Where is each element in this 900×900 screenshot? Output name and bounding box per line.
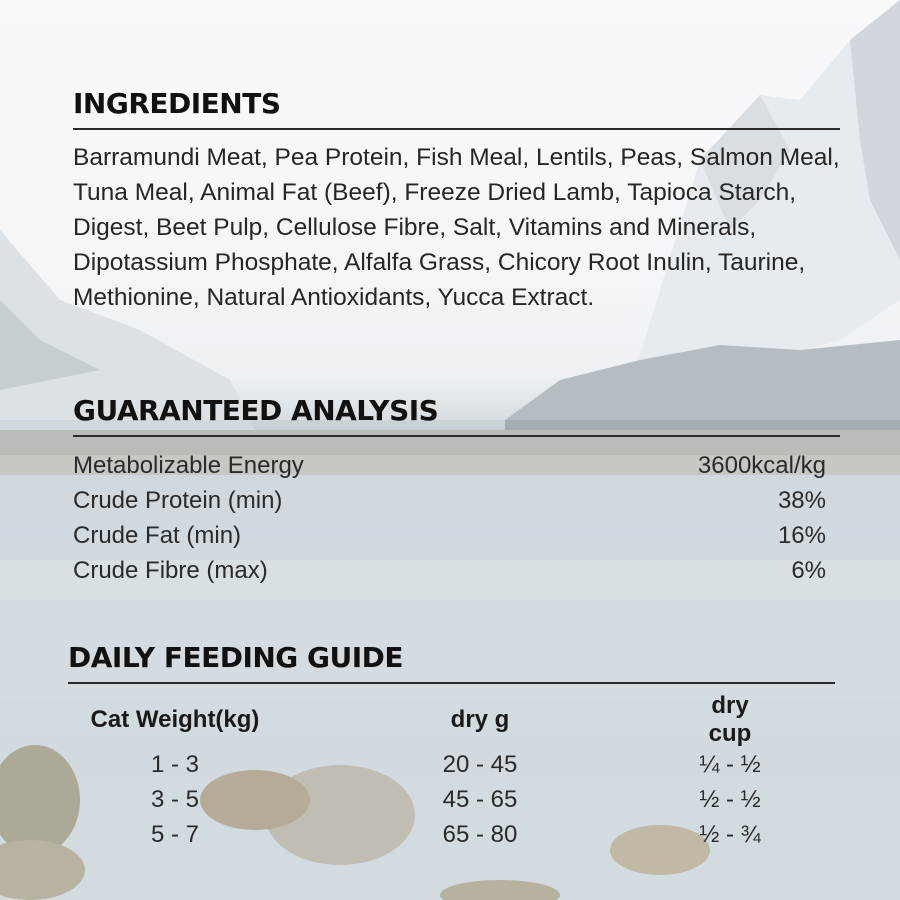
- analysis-heading: GUARANTEED ANALYSIS: [73, 394, 439, 427]
- feeding-table: [80, 692, 770, 853]
- guaranteed-analysis-section: [73, 391, 840, 588]
- analysis-label: Metabolizable Energy: [73, 451, 304, 479]
- table-row: [80, 783, 770, 818]
- weight-cell: 5 - 7: [150, 821, 200, 849]
- analysis-row: [73, 448, 840, 483]
- dry-cup-cell: ½ - ¾: [699, 821, 761, 849]
- analysis-divider: [73, 435, 840, 437]
- dry-cup-cell: ¼ - ½: [699, 751, 761, 779]
- analysis-value: 16%: [777, 521, 826, 549]
- dry-g-cell: 65 - 80: [442, 821, 518, 849]
- analysis-row: [73, 553, 840, 588]
- column-header-dry-cup: dry cup: [708, 691, 752, 747]
- analysis-row: [73, 483, 840, 518]
- ingredients-heading: INGREDIENTS: [73, 87, 281, 120]
- analysis-value: 6%: [791, 556, 826, 584]
- analysis-value: 38%: [777, 486, 826, 514]
- analysis-label: Crude Fat (min): [73, 521, 242, 549]
- feeding-header-row: [80, 692, 770, 748]
- feeding-heading: DAILY FEEDING GUIDE: [68, 641, 404, 674]
- ingredients-text: Barramundi Meat, Pea Protein, Fish Meal, Lentils, Peas, Salmon Meal, Tuna Meal, Animal Fat (Beef), Freeze Dried Lamb, Tapioca Starch, Digest, Beet Pulp, Cellulose Fibre, Salt, Vitamins and Minerals, Dipotassium Phosphate, Alfalfa Grass, Chicory Root Inulin, Taurine, Methionine, Natural Antioxidants, Yucca Extract.: [73, 143, 840, 311]
- analysis-value: 3600kcal/kg: [697, 451, 826, 479]
- weight-cell: 1 - 3: [150, 751, 200, 779]
- feeding-guide-section: [68, 638, 835, 853]
- column-header-weight: Cat Weight(kg): [90, 705, 260, 733]
- dry-g-cell: 20 - 45: [442, 751, 518, 779]
- ingredients-divider: [73, 128, 840, 130]
- table-row: [80, 748, 770, 783]
- analysis-label: Crude Protein (min): [73, 486, 283, 514]
- dry-cup-cell: ½ - ½: [699, 786, 761, 814]
- column-header-dry-g: dry g: [450, 705, 510, 733]
- analysis-label: Crude Fibre (max): [73, 556, 268, 584]
- table-row: [80, 818, 770, 853]
- ingredients-section: [73, 84, 840, 315]
- weight-cell: 3 - 5: [150, 786, 200, 814]
- dry-g-cell: 45 - 65: [442, 786, 518, 814]
- analysis-row: [73, 518, 840, 553]
- feeding-divider: [68, 682, 835, 684]
- analysis-list: [73, 448, 840, 588]
